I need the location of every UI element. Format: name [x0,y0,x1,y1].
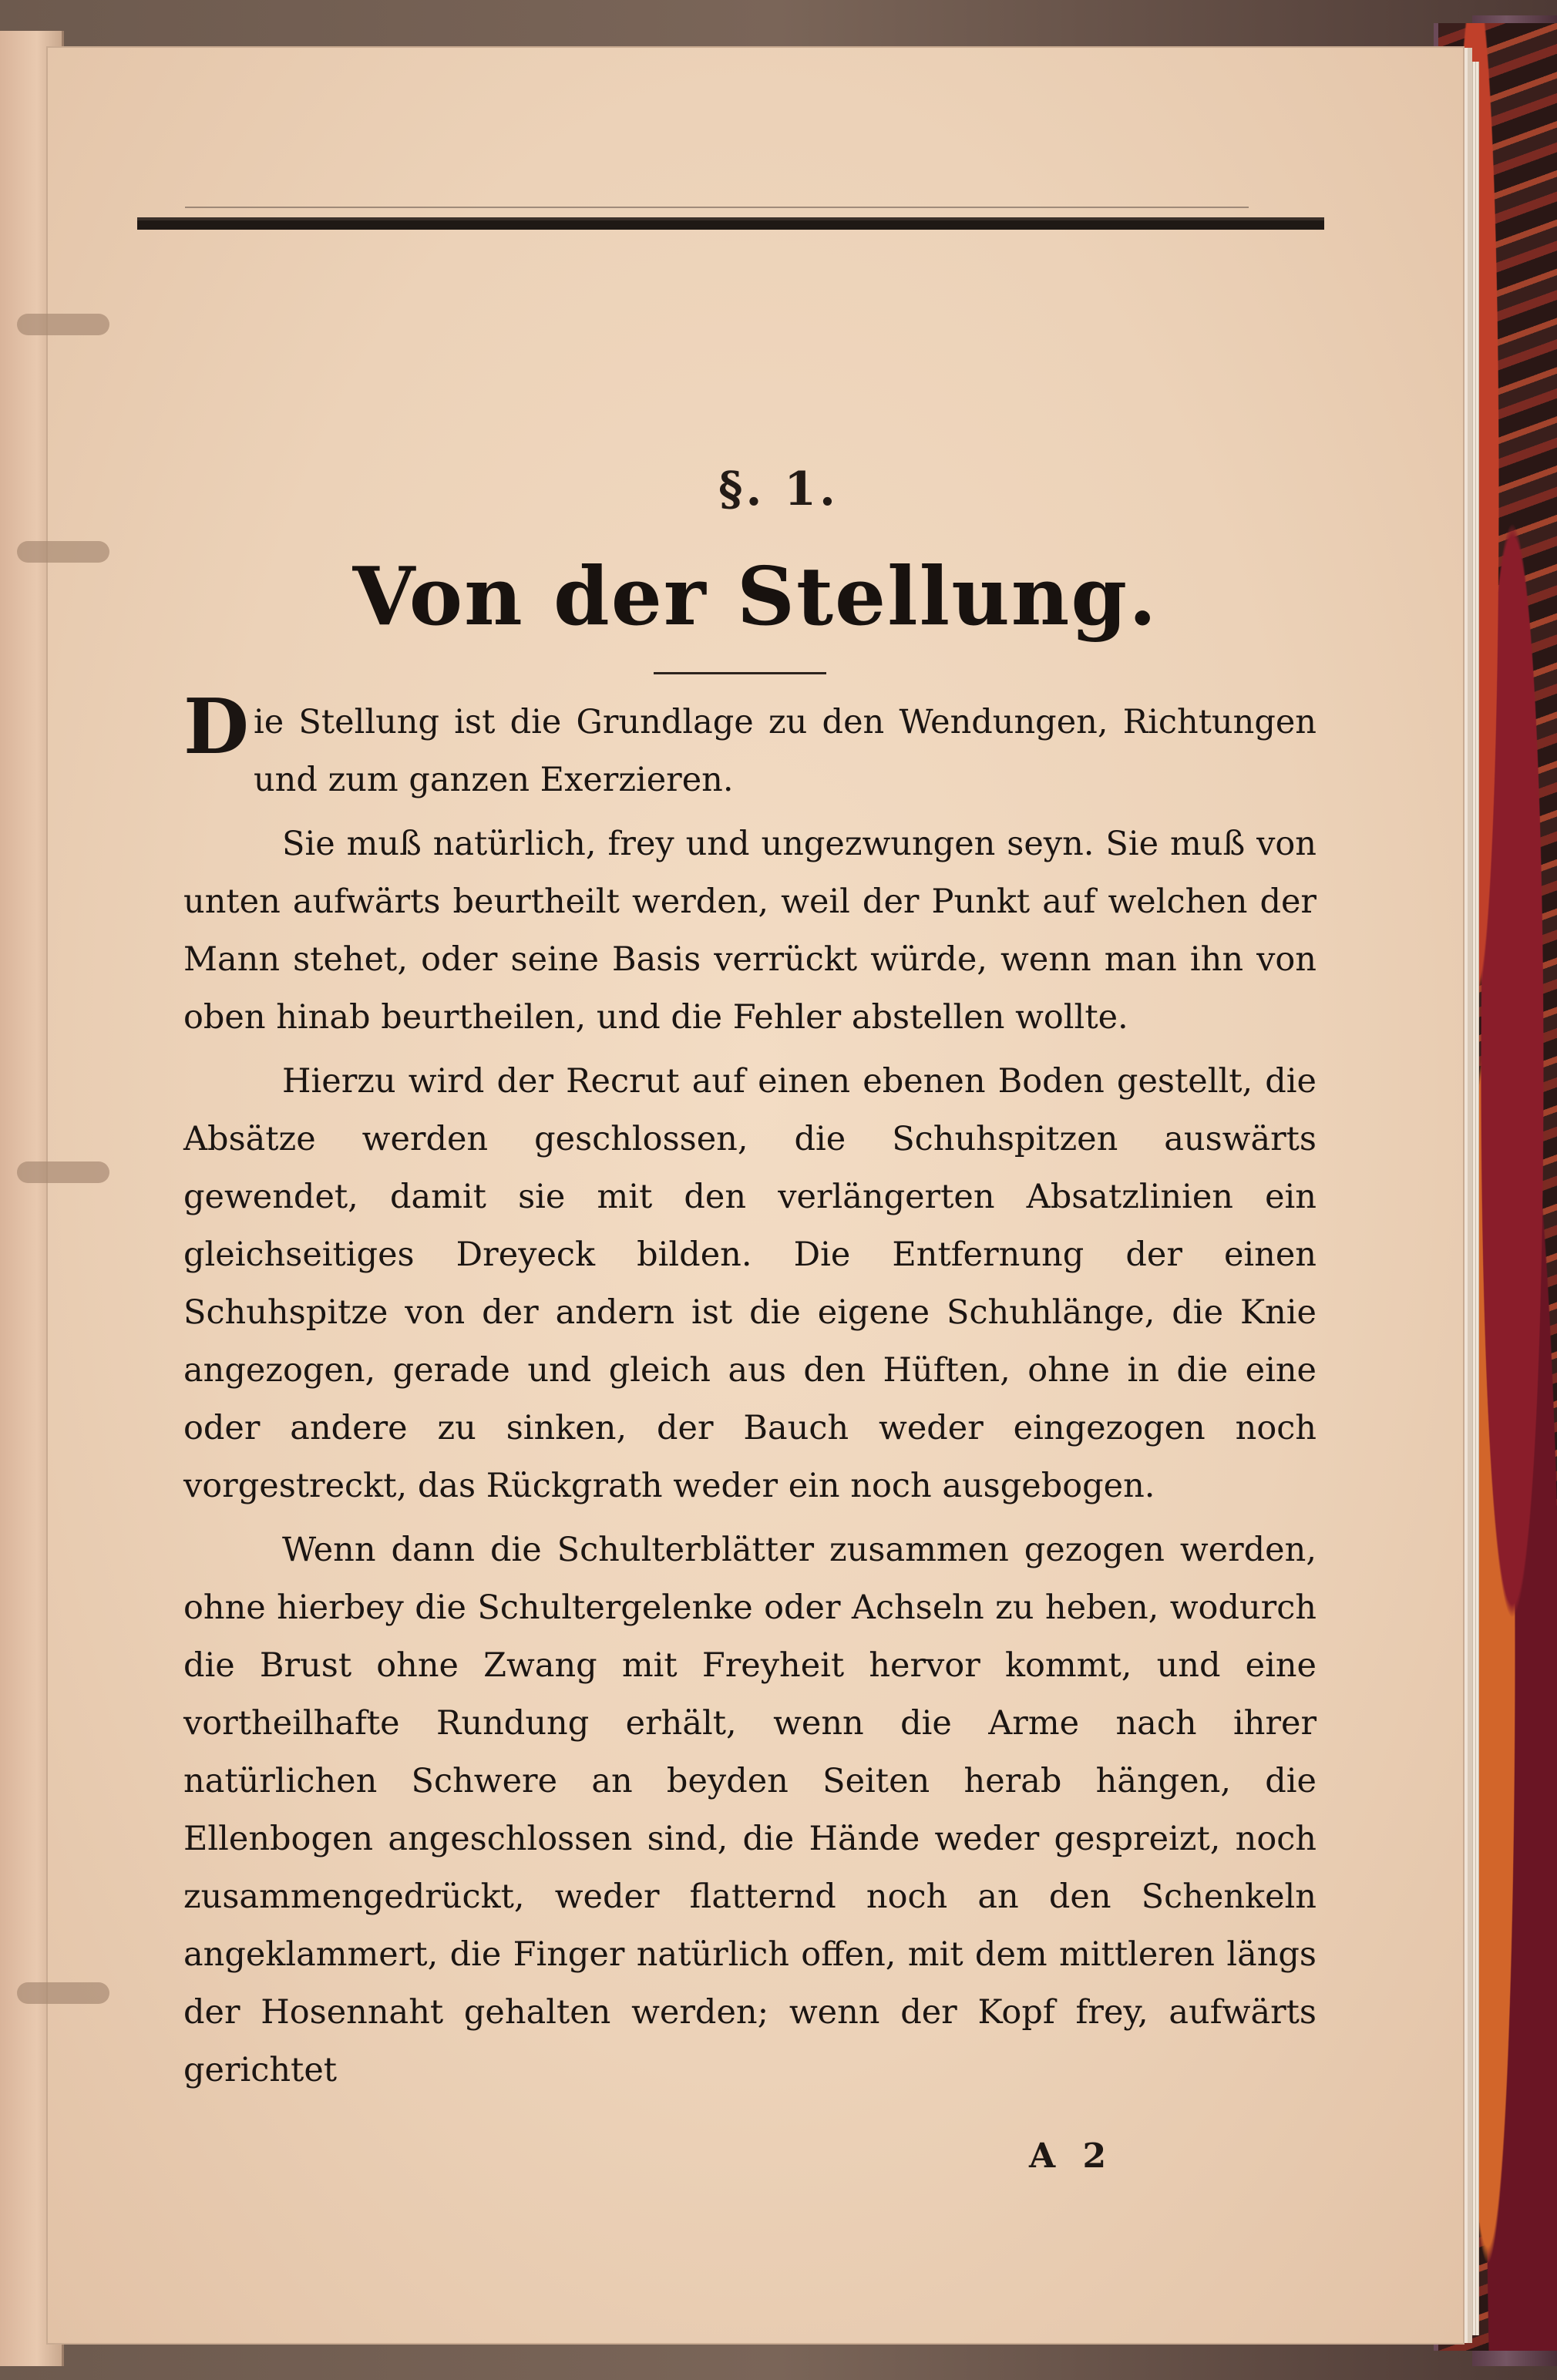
section-heading: Von der Stellung. [352,549,1159,644]
paragraph: Wenn dann die Schulterblätter zusammen gezogen werden, ohne hierbey die Schultergelenke oder Achseln zu heben, wodurch die Brust ohne Zwang mit Freyheit hervor kommt, und eine vortheilhafte Rundung erhält, wenn die Arme nach ihrer natürlichen Schwere an beyden Seiten herab hängen, die Ellenbogen angeschlossen sind, die Hände weder gespreizt, noch zusammengedrückt, weder flatternd noch an den Schenkeln angeklammert, die Finger natürlich offen, mit dem mittleren längs der Hosennaht gehalten werden; wenn der Kopf frey, aufwärts gerichtet [183,1531,1317,2089]
binding-tear [17,1982,109,2004]
heading-underline [654,672,826,674]
paragraph: Sie muß natürlich, frey und ungezwungen seyn. Sie muß von unten aufwärts beurtheilt werden, weil der Punkt auf welchen der Mann stehet, oder seine Basis verrückt würde, wenn man ihn von oben hinab beurtheilen, und die Fehler abstellen wollte. [183,825,1317,1037]
binding-tear [17,1161,109,1183]
body-text [183,683,1317,2099]
page-stack-edge [1461,62,1479,2335]
header-thin-rule [185,207,1249,208]
binding-tear [17,314,109,335]
signature-mark: A 2 [1029,2136,1115,2176]
paragraph: Die Stellung ist die Grundlage zu den Wendungen, Richtungen und zum ganzen Exerzieren. [183,683,1317,799]
section-number: §. 1. [718,462,839,516]
paragraph: Hierzu wird der Recrut auf einen ebenen Boden gestellt, die Absätze werden geschlossen, die Schuhspitzen auswärts gewendet, damit sie mit den verlängerten Absatzlinien ein gleichseitiges Dreyeck bilden. Die Entfernung der einen Schuhspitze von der andern ist die eigene Schuhlänge, die Knie angezogen, gerade und gleich aus den Hüften, ohne in die eine oder andere zu sinken, der Bauch weder eingezogen noch vorgestreckt, das Rückgrath weder ein noch ausgebogen. [183,1062,1317,1505]
header-rule [137,217,1324,230]
